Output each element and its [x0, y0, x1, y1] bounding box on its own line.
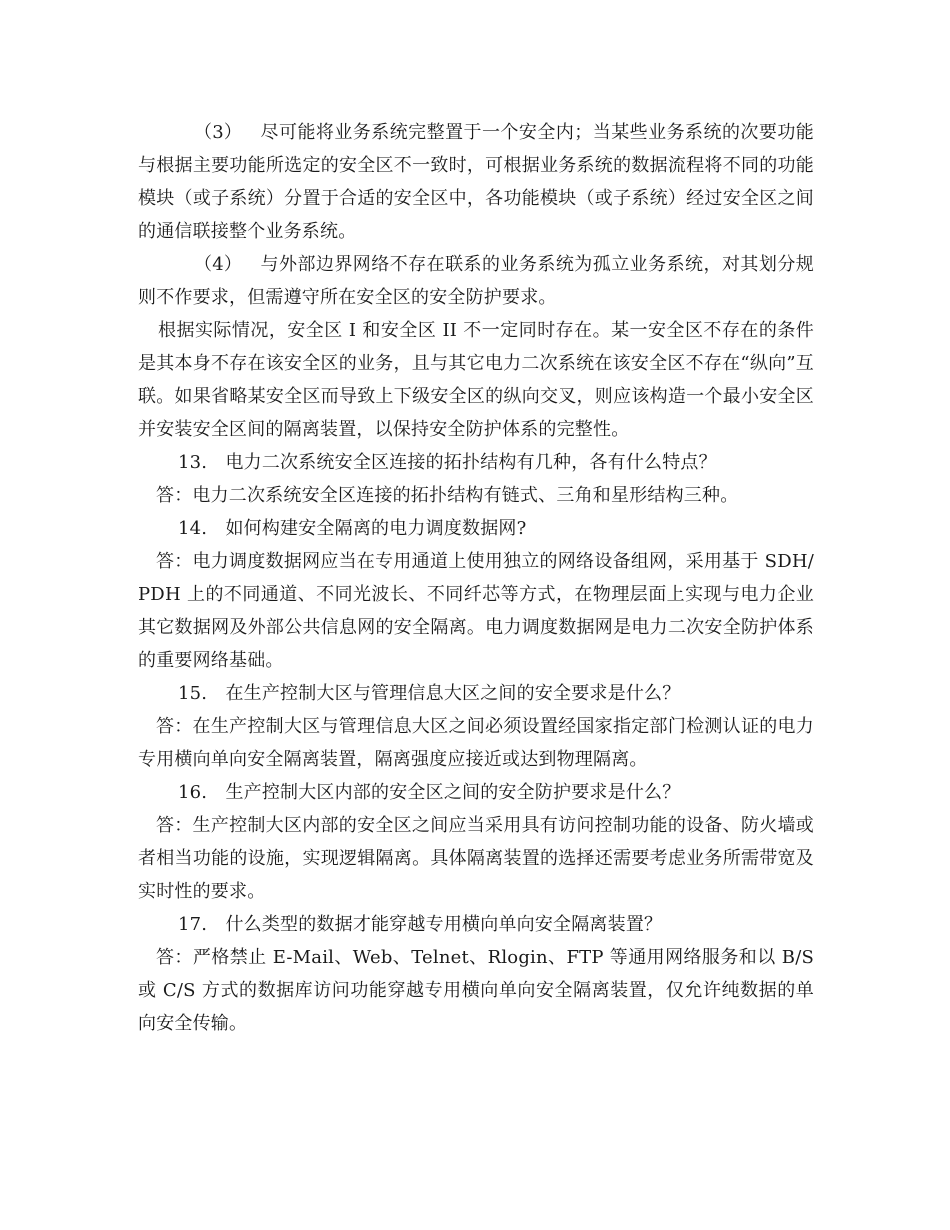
question-number: 17.: [178, 914, 208, 935]
body-paragraph: [138, 314, 814, 446]
answer-16: [138, 809, 814, 908]
question-15: [138, 677, 814, 710]
item-number: （4）: [194, 254, 243, 275]
question-number: 16.: [178, 782, 208, 803]
answer-15: [138, 710, 814, 776]
question-13: [138, 446, 814, 479]
question-number: 13.: [178, 452, 208, 473]
item-text: 尽可能将业务系统完整置于一个安全内；当某些业务系统的次要功能与根据主要功能所选定的安全区不一致时，可根据业务系统的数据流程将不同的功能模块（或子系统）分置于合适的安全区中，各功能模块（或子系统）经过安全区之间的通信联接整个业务系统。: [138, 122, 814, 242]
question-16: [138, 776, 814, 809]
question-14: [138, 512, 814, 545]
item-number: （3）: [194, 122, 243, 143]
answer-17: [138, 941, 814, 1040]
paragraph-text: 根据实际情况，安全区 I 和安全区 II 不一定同时存在。某一安全区不存在的条件是其本身不存在该安全区的业务，且与其它电力二次系统在该安全区不存在“纵向”互联。如果省略某安全区而导致上下级安全区的纵向交叉，则应该构造一个最小安全区并安装安全区间的隔离装置，以保持安全防护体系的完整性。: [138, 320, 814, 440]
question-number: 14.: [178, 518, 208, 539]
numbered-item-4: [138, 248, 814, 314]
document-body: [138, 116, 814, 1040]
question-text: 生产控制大区内部的安全区之间的安全防护要求是什么？: [225, 782, 681, 803]
answer-text: 答：生产控制大区内部的安全区之间应当采用具有访问控制功能的设备、防火墙或者相当功能的设施，实现逻辑隔离。具体隔离装置的选择还需要考虑业务所需带宽及实时性的要求。: [138, 815, 814, 902]
answer-14: [138, 545, 814, 677]
question-number: 15.: [178, 683, 208, 704]
question-17: [138, 908, 814, 941]
item-text: 与外部边界网络不存在联系的业务系统为孤立业务系统，对其划分规则不作要求，但需遵守所在安全区的安全防护要求。: [138, 254, 814, 308]
answer-text: 答：电力二次系统安全区连接的拓扑结构有链式、三角和星形结构三种。: [156, 485, 739, 506]
question-text: 如何构建安全隔离的电力调度数据网?: [225, 518, 527, 539]
answer-text: 答：严格禁止 E-Mail、Web、Telnet、Rlogin、FTP 等通用网络服务和以 B/S 或 C/S 方式的数据库访问功能穿越专用横向单向安全隔离装置，仅允许纯数据的单向安全传输。: [138, 947, 814, 1034]
question-text: 在生产控制大区与管理信息大区之间的安全要求是什么？: [225, 683, 681, 704]
question-text: 电力二次系统安全区连接的拓扑结构有几种，各有什么特点？: [225, 452, 717, 473]
question-text: 什么类型的数据才能穿越专用横向单向安全隔离装置？: [225, 914, 663, 935]
answer-13: [138, 479, 814, 512]
answer-text: 答：在生产控制大区与管理信息大区之间必须设置经国家指定部门检测认证的电力专用横向单向安全隔离装置，隔离强度应接近或达到物理隔离。: [138, 716, 814, 770]
answer-text: 答：电力调度数据网应当在专用通道上使用独立的网络设备组网，采用基于 SDH/PDH 上的不同通道、不同光波长、不同纤芯等方式，在物理层面上实现与电力企业其它数据网及外部公共信息网的安全隔离。电力调度数据网是电力二次安全防护体系的重要网络基础。: [138, 551, 814, 671]
numbered-item-3: [138, 116, 814, 248]
